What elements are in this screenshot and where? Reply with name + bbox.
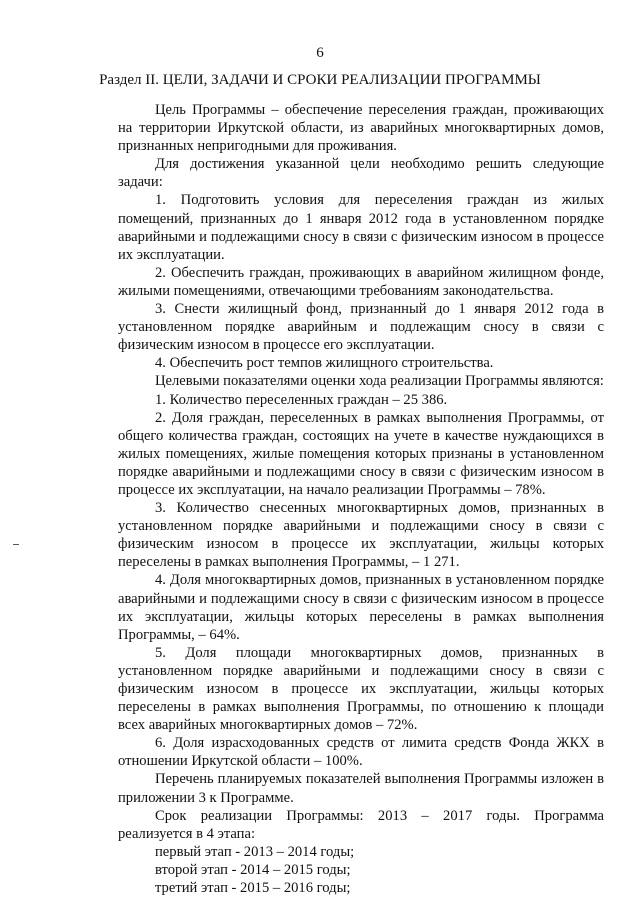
paragraph-indicator-1: 1. Количество переселенных граждан – 25 386. — [155, 391, 448, 408]
stage-item-2: второй этап - 2014 – 2015 годы; — [155, 861, 351, 878]
paragraph-indicator-4: 4. Доля многоквартирных домов, признанных в установленном порядке аварийными и подлежащими сносу в связи с физическим износом в процессе их эксплуатации, жильцы которых переселены в рамках выполнения Программы, – 64%. — [118, 572, 604, 643]
paragraph-goal: Цель Программы – обеспечение переселения граждан, проживающих на территории Иркутской области, из аварийных многоквартирных домов, признанных непригодными для проживания. — [118, 102, 604, 155]
paragraph-appendix-ref: Перечень планируемых показателей выполнения Программы изложен в приложении 3 к Программе. — [118, 771, 604, 806]
stage-item-1: первый этап - 2013 – 2014 годы; — [155, 843, 355, 860]
paragraph-term: Срок реализации Программы: 2013 – 2017 годы. Программа реализуется в 4 этапа: — [118, 807, 604, 842]
paragraph-task-1: 1. Подготовить условия для переселения граждан из жилых помещений, признанных до 1 января 2012 года в установленном порядке аварийными и подлежащими сносу в связи с физическим износом в процессе их эксплуатации. — [118, 192, 604, 263]
paragraph-indicators-intro: Целевыми показателями оценки хода реализации Программы являются: — [155, 373, 604, 390]
paragraph-indicator-6: 6. Доля израсходованных средств от лимита средств Фонда ЖКХ в отношении Иркутской области – 100%. — [118, 735, 604, 770]
margin-mark — [13, 544, 19, 545]
paragraph-task-4: 4. Обеспечить рост темпов жилищного строительства. — [155, 355, 494, 372]
paragraph-indicator-5: 5. Доля площади многоквартирных домов, признанных в установленном порядке аварийными и подлежащими сносу в связи с физическим износом в процессе их эксплуатации, жильцы которых переселены в рамках выполнения Программы, по отношению к площади всех аварийных многоквартирных домов – 72%. — [118, 644, 604, 734]
stage-item-3: третий этап - 2015 – 2016 годы; — [155, 880, 351, 897]
section-heading: Раздел II. ЦЕЛИ, ЗАДАЧИ И СРОКИ РЕАЛИЗАЦИИ ПРОГРАММЫ — [99, 72, 541, 88]
paragraph-task-3: 3. Снести жилищный фонд, признанный до 1 января 2012 года в установленном порядке аварийным и подлежащим сносу в связи с физическим износом в процессе его эксплуатации. — [118, 301, 604, 354]
paragraph-indicator-3: 3. Количество снесенных многоквартирных домов, признанных в установленном порядке аварийными и подлежащими сносу в связи с физическим износом в процессе их эксплуатации, жильцы которых переселены в рамках выполнения Программы, – 1 271. — [118, 500, 604, 571]
paragraph-indicator-2: 2. Доля граждан, переселенных в рамках выполнения Программы, от общего количества граждан, состоящих на учете в качестве нуждающихся в жилых помещениях, жилые помещения которых признаны в установленном порядке аварийными и подлежащими сносу в связи с физическим износом в процессе их эксплуатации, на начало реализации Программы – 78%. — [118, 409, 604, 498]
page-number: 6 — [316, 45, 324, 61]
document-body — [118, 101, 604, 897]
paragraph-tasks-intro: Для достижения указанной цели необходимо решить следующие задачи: — [118, 156, 604, 191]
paragraph-task-2: 2. Обеспечить граждан, проживающих в аварийном жилищном фонде, жилыми помещениями, отвечающими требованиям законодательства. — [118, 264, 604, 299]
